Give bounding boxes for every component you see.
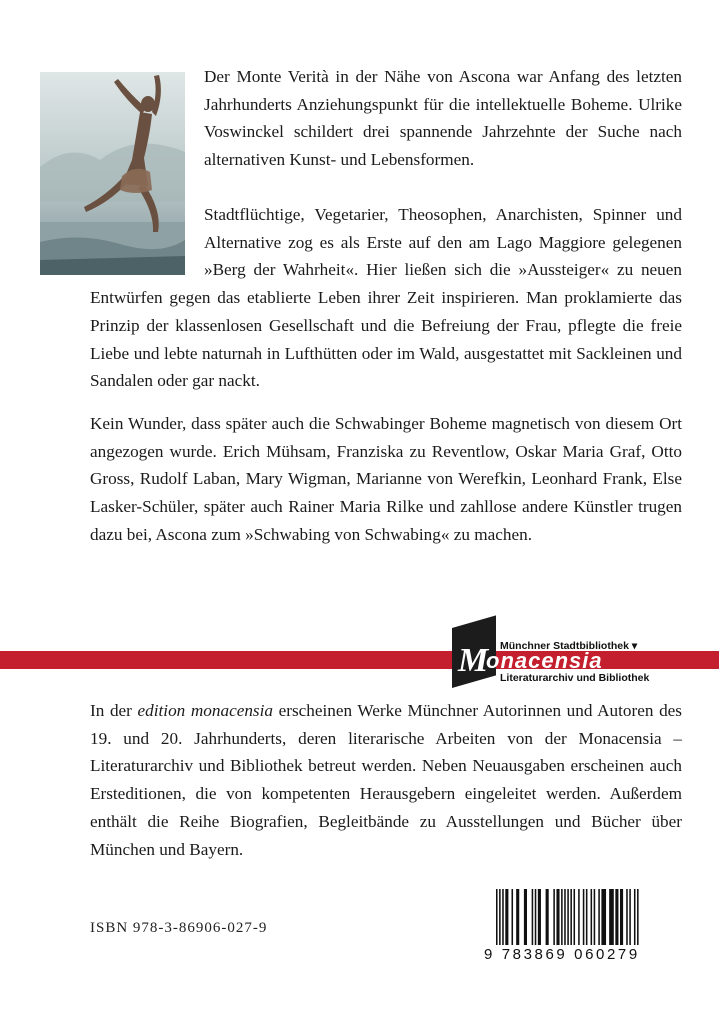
barcode-bar xyxy=(609,889,614,945)
series-title: edition monacensia xyxy=(137,701,273,720)
barcode-bar xyxy=(567,889,569,945)
barcode-bar xyxy=(546,889,549,945)
series-paragraph xyxy=(90,697,682,863)
barcode-bar xyxy=(532,889,534,945)
barcode-bar xyxy=(626,889,628,945)
barcode-bar xyxy=(505,889,508,945)
barcode-bar xyxy=(574,889,576,945)
barcode-bar xyxy=(637,889,639,945)
barcode-bar xyxy=(620,889,623,945)
logo-sub-line: Literaturarchiv und Bibliothek xyxy=(500,672,650,684)
barcode xyxy=(484,889,684,949)
blurb-paragraph-2: Stadtflüchtige, Vegetarier, Theosophen, Anarchisten, Spinner und Alternative zog es als Erste auf den am Lago Maggiore gelegenen »Berg der Wahrheit«. Hier ließen sich die »Aussteiger« zu neuen Entwürfen gegen das etablierte Leben ihrer Zeit inspirieren. Man proklamierte das Prinzip der klassenlosen Gesellschaft und die Befreiung der Frau, pflegte die freie Liebe und lebte naturnah in Lufthütten oder im Wald, ausgestattet mit Sackleinen und Sandalen oder gar nackt. xyxy=(90,205,682,391)
barcode-bar xyxy=(591,889,593,945)
blurb-paragraph-2-wrap xyxy=(90,201,682,395)
barcode-bar xyxy=(553,889,555,945)
photo-spacer xyxy=(90,201,204,284)
barcode-bar xyxy=(586,889,588,945)
barcode-bar xyxy=(561,889,563,945)
barcode-bar xyxy=(601,889,606,945)
barcode-bar xyxy=(538,889,541,945)
blurb-paragraph-1: Der Monte Verità in der Nähe von Ascona war Anfang des letzten Jahrhunderts Anziehungspunkt für die intellektuelle Boheme. Ulrike Voswinckel schildert drei spannende Jahrzehnte der Suche nach alternativen Kunst- und Lebensformen. xyxy=(204,67,682,170)
barcode-bar xyxy=(634,889,636,945)
barcode-bar xyxy=(583,889,585,945)
isbn-label: ISBN 978-3-86906-027-9 xyxy=(90,920,268,936)
logo-name: onacensia xyxy=(486,648,603,673)
logo-initial: M xyxy=(458,642,489,679)
logo-top-line: Münchner Stadtbibliothek ▾ xyxy=(500,640,638,652)
barcode-bar xyxy=(615,889,618,945)
barcode-bars xyxy=(484,889,684,949)
barcode-bar xyxy=(502,889,504,945)
barcode-bar xyxy=(499,889,501,945)
barcode-bar xyxy=(594,889,596,945)
series-prefix: In der xyxy=(90,701,132,720)
barcode-bar xyxy=(535,889,537,945)
barcode-bar xyxy=(564,889,566,945)
barcode-bar xyxy=(556,889,559,945)
barcode-bar xyxy=(512,889,514,945)
barcode-bar xyxy=(516,889,519,945)
barcode-bar xyxy=(578,889,580,945)
barcode-bar xyxy=(629,889,631,945)
barcode-digits: 9 783869 060279 xyxy=(484,946,640,963)
barcode-bar xyxy=(496,889,498,945)
barcode-bar xyxy=(524,889,527,945)
monacensia-logo xyxy=(452,628,677,688)
barcode-bar xyxy=(598,889,600,945)
series-text: erscheinen Werke Münchner Autorinnen und Autoren des 19. und 20. Jahrhunderts, deren literarische Arbeiten von der Monacensia – Literaturarchiv und Bibliothek betreut werden. Neben Neuausgaben erscheinen auch Ersteditionen, die von kompetenten Herausgebern eingeleitet werden. Außerdem enthält die Reihe Biografien, Begleitbände zu Ausstellungen und Bücher über München und Bayern. xyxy=(90,701,682,859)
blurb-paragraph-3: Kein Wunder, dass später auch die Schwabinger Boheme magnetisch von diesem Ort angezogen wurde. Erich Mühsam, Franziska zu Reventlow, Oskar Maria Graf, Otto Gross, Rudolf Laban, Mary Wigman, Marianne von Werefkin, Leonhard Frank, Else Lasker-Schüler, später auch Rainer Maria Rilke und zahllose andere Künstler trugen dazu bei, Ascona zum »Schwabing von Schwabing« zu machen. xyxy=(90,414,682,544)
barcode-bar xyxy=(570,889,572,945)
